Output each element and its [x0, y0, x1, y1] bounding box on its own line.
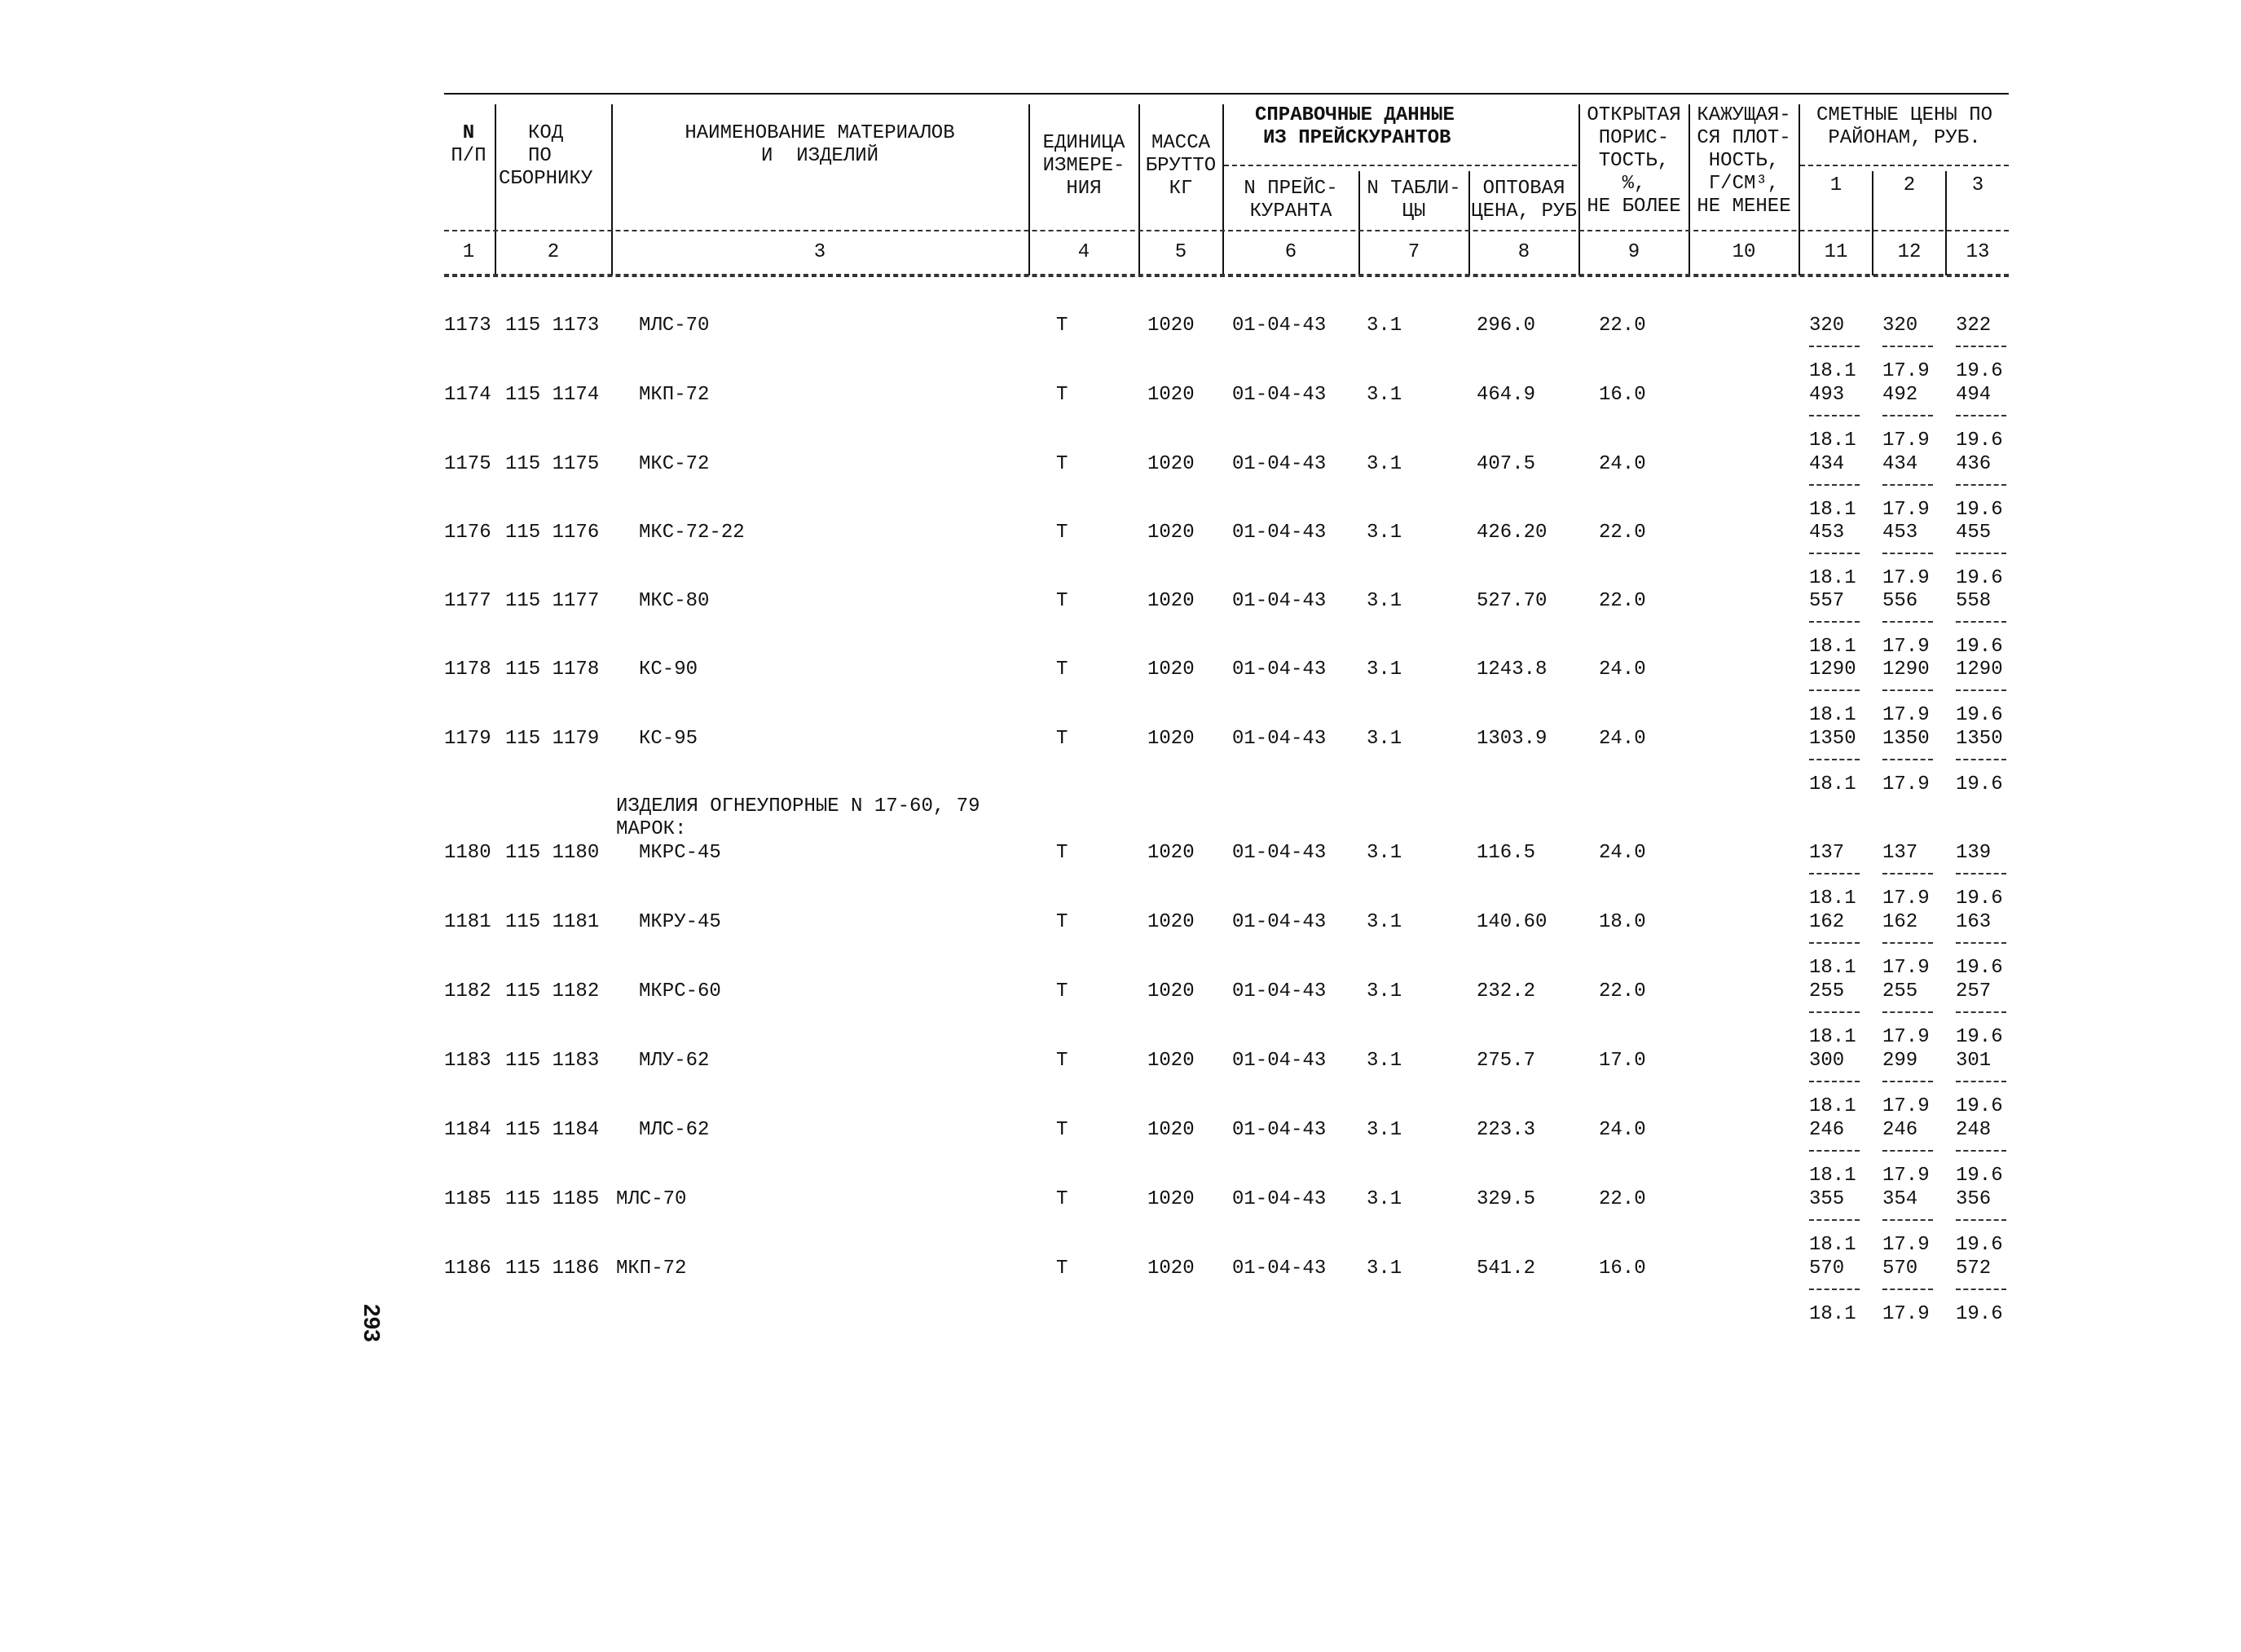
cell-table: 3.1 [1367, 728, 1402, 750]
cell-k3: 19.6 [1956, 567, 2003, 589]
cell-k1: 18.1 [1809, 360, 1856, 382]
cell-mass: 1020 [1147, 728, 1195, 750]
cell-p3: 163 [1956, 911, 1992, 933]
fraction-bar [1956, 942, 2006, 944]
cell-p2: 354 [1882, 1188, 1918, 1210]
cell-name: МЛУ-62 [639, 1050, 710, 1072]
header-col6-line2: КУРАНТА [1249, 200, 1332, 222]
cell-pricelist: 01-04-43 [1232, 728, 1327, 750]
cell-n: 1177 [444, 590, 491, 612]
header-col1-line2: П/П [451, 145, 487, 167]
cell-p1: 246 [1809, 1119, 1845, 1141]
cell-name: МЛС-62 [639, 1119, 710, 1141]
cell-pricelist: 01-04-43 [1232, 1119, 1327, 1141]
cell-k1: 18.1 [1809, 1303, 1856, 1325]
cell-p3: 1290 [1956, 659, 2003, 681]
cell-code: 115 1180 [505, 842, 600, 864]
cell-mass: 1020 [1147, 1119, 1195, 1141]
fraction-bar [1809, 873, 1860, 874]
cell-unit: Т [1056, 1119, 1068, 1141]
header-col6-line1: N ПРЕЙС- [1244, 178, 1338, 200]
cell-wholesale: 407.5 [1477, 453, 1536, 475]
cell-mass: 1020 [1147, 453, 1195, 475]
cell-k2: 17.9 [1882, 636, 1930, 658]
cell-pricelist: 01-04-43 [1232, 980, 1327, 1002]
cell-mass: 1020 [1147, 384, 1195, 406]
cell-k3: 19.6 [1956, 704, 2003, 726]
section-title-line2: МАРОК: [616, 818, 687, 840]
header-district-2: 2 [1903, 174, 1916, 196]
cell-code: 115 1174 [505, 384, 600, 406]
cell-name: МКС-80 [639, 590, 710, 612]
cell-name: МКРУ-45 [639, 911, 721, 933]
cell-p2: 434 [1882, 453, 1918, 475]
cell-k2: 17.9 [1882, 360, 1930, 382]
cell-name: МКС-72-22 [639, 522, 745, 544]
cell-wholesale: 1303.9 [1477, 728, 1548, 750]
cell-k3: 19.6 [1956, 430, 2003, 452]
header-col10-line1: КАЖУЩАЯ- [1697, 104, 1791, 126]
cell-porosity: 18.0 [1599, 911, 1646, 933]
cell-p2: 1350 [1882, 728, 1930, 750]
cell-k3: 19.6 [1956, 360, 2003, 382]
header-col2-line1: КОД [528, 122, 564, 144]
cell-k3: 19.6 [1956, 957, 2003, 979]
cell-p2: 299 [1882, 1050, 1918, 1072]
cell-table: 3.1 [1367, 1188, 1402, 1210]
cell-name: МКС-72 [639, 453, 710, 475]
cell-mass: 1020 [1147, 659, 1195, 681]
cell-porosity: 22.0 [1599, 1188, 1646, 1210]
fraction-bar [1882, 759, 1933, 760]
table-top-rule [444, 93, 2009, 95]
cell-name: МКП-72 [639, 384, 710, 406]
fraction-bar [1882, 415, 1933, 416]
cell-p2: 255 [1882, 980, 1918, 1002]
cell-p3: 322 [1956, 315, 1992, 337]
fraction-bar [1809, 621, 1860, 623]
cell-mass: 1020 [1147, 522, 1195, 544]
cell-unit: Т [1056, 315, 1068, 337]
cell-p1: 1350 [1809, 728, 1856, 750]
cell-porosity: 24.0 [1599, 1119, 1646, 1141]
fraction-bar [1809, 1011, 1860, 1013]
cell-table: 3.1 [1367, 1258, 1402, 1280]
cell-n: 1173 [444, 315, 491, 337]
cell-unit: Т [1056, 728, 1068, 750]
cell-code: 115 1173 [505, 315, 600, 337]
cell-p3: 455 [1956, 522, 1992, 544]
cell-code: 115 1177 [505, 590, 600, 612]
fraction-bar [1956, 553, 2006, 554]
cell-code: 115 1182 [505, 980, 600, 1002]
cell-porosity: 22.0 [1599, 980, 1646, 1002]
fraction-bar [1956, 484, 2006, 486]
fraction-bar [1882, 1289, 1933, 1290]
cell-porosity: 24.0 [1599, 842, 1646, 864]
cell-k3: 19.6 [1956, 1095, 2003, 1117]
cell-n: 1185 [444, 1188, 491, 1210]
cell-unit: Т [1056, 842, 1068, 864]
cell-k2: 17.9 [1882, 1234, 1930, 1256]
cell-code: 115 1176 [505, 522, 600, 544]
cell-p3: 436 [1956, 453, 1992, 475]
header-end-rule [444, 274, 2009, 275]
header-col9-line5: НЕ БОЛЕЕ [1587, 196, 1681, 218]
cell-name: МКРС-45 [639, 842, 721, 864]
cell-code: 115 1186 [505, 1258, 600, 1280]
cell-code: 115 1181 [505, 911, 600, 933]
cell-n: 1186 [444, 1258, 491, 1280]
cell-unit: Т [1056, 980, 1068, 1002]
cell-unit: Т [1056, 911, 1068, 933]
cell-mass: 1020 [1147, 315, 1195, 337]
cell-p2: 162 [1882, 911, 1918, 933]
cell-p3: 1350 [1956, 728, 2003, 750]
cell-n: 1179 [444, 728, 491, 750]
cell-table: 3.1 [1367, 453, 1402, 475]
cell-p1: 320 [1809, 315, 1845, 337]
cell-pricelist: 01-04-43 [1232, 315, 1327, 337]
fraction-bar [1956, 1011, 2006, 1013]
cell-p1: 570 [1809, 1258, 1845, 1280]
fraction-bar [1882, 484, 1933, 486]
cell-n: 1180 [444, 842, 491, 864]
fraction-bar [1809, 1150, 1860, 1152]
fraction-bar [1882, 553, 1933, 554]
cell-table: 3.1 [1367, 1050, 1402, 1072]
cell-k3: 19.6 [1956, 636, 2003, 658]
column-numbers-rule [444, 275, 2009, 277]
cell-table: 3.1 [1367, 1119, 1402, 1141]
cell-code: 115 1184 [505, 1119, 600, 1141]
fraction-bar [1956, 1289, 2006, 1290]
cell-k1: 18.1 [1809, 1234, 1856, 1256]
header-ref-group-line2: ИЗ ПРЕЙСКУРАНТОВ [1263, 127, 1451, 149]
fraction-bar [1956, 621, 2006, 623]
cell-porosity: 24.0 [1599, 453, 1646, 475]
cell-p3: 494 [1956, 384, 1992, 406]
cell-k1: 18.1 [1809, 773, 1856, 795]
cell-p2: 570 [1882, 1258, 1918, 1280]
header-col3-line2: И ИЗДЕЛИЙ [760, 145, 879, 167]
cell-n: 1175 [444, 453, 491, 475]
fraction-bar [1809, 415, 1860, 416]
cell-p2: 246 [1882, 1119, 1918, 1141]
cell-p1: 557 [1809, 590, 1845, 612]
header-district-1: 1 [1829, 174, 1843, 196]
fraction-bar [1882, 689, 1933, 691]
fraction-bar [1809, 689, 1860, 691]
cell-k2: 17.9 [1882, 957, 1930, 979]
cell-p2: 1290 [1882, 659, 1930, 681]
cell-k2: 17.9 [1882, 773, 1930, 795]
cell-porosity: 22.0 [1599, 590, 1646, 612]
cell-pricelist: 01-04-43 [1232, 1050, 1327, 1072]
cell-unit: Т [1056, 522, 1068, 544]
cell-k1: 18.1 [1809, 499, 1856, 521]
cell-porosity: 16.0 [1599, 384, 1646, 406]
cell-wholesale: 296.0 [1477, 315, 1536, 337]
fraction-bar [1882, 1011, 1933, 1013]
fraction-bar [1882, 1150, 1933, 1152]
cell-pricelist: 01-04-43 [1232, 453, 1327, 475]
fraction-bar [1956, 346, 2006, 347]
page-number: 293 [359, 1304, 385, 1342]
fraction-bar [1809, 942, 1860, 944]
cell-name: КС-90 [639, 659, 698, 681]
cell-wholesale: 140.60 [1477, 911, 1548, 933]
header-col7-line1: N ТАБЛИ- [1367, 178, 1461, 200]
prices-group-underline [1800, 165, 2009, 166]
cell-k3: 19.6 [1956, 773, 2003, 795]
cell-name: МКП-72 [616, 1258, 687, 1280]
cell-porosity: 24.0 [1599, 728, 1646, 750]
cell-porosity: 16.0 [1599, 1258, 1646, 1280]
fraction-bar [1882, 873, 1933, 874]
cell-unit: Т [1056, 590, 1068, 612]
cell-porosity: 24.0 [1599, 659, 1646, 681]
cell-p2: 453 [1882, 522, 1918, 544]
cell-table: 3.1 [1367, 522, 1402, 544]
cell-unit: Т [1056, 659, 1068, 681]
cell-k2: 17.9 [1882, 499, 1930, 521]
cell-name: МЛС-70 [639, 315, 710, 337]
cell-p3: 257 [1956, 980, 1992, 1002]
cell-code: 115 1179 [505, 728, 600, 750]
cell-k2: 17.9 [1882, 1303, 1930, 1325]
cell-table: 3.1 [1367, 315, 1402, 337]
cell-k3: 19.6 [1956, 499, 2003, 521]
header-col10-line5: НЕ МЕНЕЕ [1697, 196, 1791, 218]
cell-unit: Т [1056, 1050, 1068, 1072]
cell-name: МКРС-60 [639, 980, 721, 1002]
fraction-bar [1956, 689, 2006, 691]
cell-p3: 356 [1956, 1188, 1992, 1210]
header-col5-line3: КГ [1169, 178, 1193, 200]
header-col1-line1: N [462, 122, 475, 144]
fraction-bar [1956, 873, 2006, 874]
cell-n: 1176 [444, 522, 491, 544]
header-col5-line1: МАССА [1151, 132, 1210, 154]
cell-k1: 18.1 [1809, 957, 1856, 979]
cell-p1: 493 [1809, 384, 1845, 406]
header-bottom-rule [444, 230, 2009, 231]
cell-porosity: 17.0 [1599, 1050, 1646, 1072]
cell-unit: Т [1056, 384, 1068, 406]
fraction-bar [1809, 1081, 1860, 1082]
cell-n: 1174 [444, 384, 491, 406]
cell-k1: 18.1 [1809, 888, 1856, 910]
cell-pricelist: 01-04-43 [1232, 1258, 1327, 1280]
cell-mass: 1020 [1147, 911, 1195, 933]
cell-p2: 492 [1882, 384, 1918, 406]
cell-p1: 300 [1809, 1050, 1845, 1072]
cell-porosity: 22.0 [1599, 315, 1646, 337]
cell-mass: 1020 [1147, 1050, 1195, 1072]
header-ref-group-line1: СПРАВОЧНЫЕ ДАННЫЕ [1255, 104, 1455, 126]
fraction-bar [1956, 1150, 2006, 1152]
cell-p2: 320 [1882, 315, 1918, 337]
header-col9-line1: ОТКРЫТАЯ [1587, 104, 1681, 126]
cell-n: 1181 [444, 911, 491, 933]
cell-mass: 1020 [1147, 590, 1195, 612]
fraction-bar [1882, 1081, 1933, 1082]
cell-pricelist: 01-04-43 [1232, 659, 1327, 681]
cell-wholesale: 116.5 [1477, 842, 1536, 864]
cell-k1: 18.1 [1809, 1095, 1856, 1117]
cell-table: 3.1 [1367, 911, 1402, 933]
cell-wholesale: 275.7 [1477, 1050, 1536, 1072]
cell-mass: 1020 [1147, 842, 1195, 864]
cell-n: 1183 [444, 1050, 491, 1072]
header-prices-group-line1: СМЕТНЫЕ ЦЕНЫ ПО [1816, 104, 1993, 126]
cell-wholesale: 223.3 [1477, 1119, 1536, 1141]
cell-code: 115 1183 [505, 1050, 600, 1072]
cell-n: 1182 [444, 980, 491, 1002]
header-col10-line3: НОСТЬ, [1708, 150, 1780, 172]
cell-wholesale: 541.2 [1477, 1258, 1536, 1280]
cell-code: 115 1178 [505, 659, 600, 681]
cell-wholesale: 527.70 [1477, 590, 1548, 612]
cell-code: 115 1175 [505, 453, 600, 475]
cell-k1: 18.1 [1809, 430, 1856, 452]
cell-wholesale: 329.5 [1477, 1188, 1536, 1210]
fraction-bar [1809, 553, 1860, 554]
cell-pricelist: 01-04-43 [1232, 911, 1327, 933]
cell-wholesale: 232.2 [1477, 980, 1536, 1002]
fraction-bar [1956, 415, 2006, 416]
cell-k2: 17.9 [1882, 888, 1930, 910]
cell-mass: 1020 [1147, 980, 1195, 1002]
fraction-bar [1882, 1219, 1933, 1221]
cell-mass: 1020 [1147, 1188, 1195, 1210]
cell-p2: 137 [1882, 842, 1918, 864]
cell-n: 1184 [444, 1119, 491, 1141]
cell-wholesale: 464.9 [1477, 384, 1536, 406]
cell-k2: 17.9 [1882, 1165, 1930, 1187]
cell-p1: 355 [1809, 1188, 1845, 1210]
fraction-bar [1882, 942, 1933, 944]
fraction-bar [1809, 1289, 1860, 1290]
cell-pricelist: 01-04-43 [1232, 522, 1327, 544]
cell-table: 3.1 [1367, 590, 1402, 612]
cell-k1: 18.1 [1809, 704, 1856, 726]
cell-pricelist: 01-04-43 [1232, 842, 1327, 864]
cell-wholesale: 1243.8 [1477, 659, 1548, 681]
cell-k3: 19.6 [1956, 1026, 2003, 1048]
header-col5-line2: БРУТТО [1145, 155, 1217, 177]
cell-p3: 301 [1956, 1050, 1992, 1072]
header-col9-line3: ТОСТЬ, [1598, 150, 1670, 172]
cell-table: 3.1 [1367, 980, 1402, 1002]
cell-k2: 17.9 [1882, 567, 1930, 589]
cell-k2: 17.9 [1882, 1026, 1930, 1048]
cell-k3: 19.6 [1956, 1303, 2003, 1325]
section-title-line1: ИЗДЕЛИЯ ОГНЕУПОРНЫЕ N 17-60, 79 [616, 795, 980, 817]
header-col4-line1: ЕДИНИЦА [1042, 132, 1125, 154]
cell-wholesale: 426.20 [1477, 522, 1548, 544]
cell-p1: 1290 [1809, 659, 1856, 681]
cell-k1: 18.1 [1809, 567, 1856, 589]
cell-table: 3.1 [1367, 842, 1402, 864]
fraction-bar [1882, 346, 1933, 347]
cell-p3: 558 [1956, 590, 1992, 612]
cell-n: 1178 [444, 659, 491, 681]
header-col8-line1: ОПТОВАЯ [1482, 178, 1565, 200]
cell-name: КС-95 [639, 728, 698, 750]
cell-k3: 19.6 [1956, 1165, 2003, 1187]
cell-k1: 18.1 [1809, 636, 1856, 658]
cell-k3: 19.6 [1956, 888, 2003, 910]
header-col4-line2: ИЗМЕРЕ- [1042, 155, 1125, 177]
cell-k2: 17.9 [1882, 704, 1930, 726]
fraction-bar [1956, 1081, 2006, 1082]
header-col9-line2: ПОРИС- [1598, 127, 1670, 149]
fraction-bar [1809, 1219, 1860, 1221]
cell-table: 3.1 [1367, 659, 1402, 681]
cell-mass: 1020 [1147, 1258, 1195, 1280]
header-col4-line3: НИЯ [1066, 178, 1102, 200]
cell-p1: 255 [1809, 980, 1845, 1002]
cell-pricelist: 01-04-43 [1232, 590, 1327, 612]
cell-p1: 137 [1809, 842, 1845, 864]
cell-p3: 139 [1956, 842, 1992, 864]
cell-pricelist: 01-04-43 [1232, 1188, 1327, 1210]
header-district-3: 3 [1971, 174, 1984, 196]
header-col7-line2: ЦЫ [1402, 200, 1426, 222]
cell-p2: 556 [1882, 590, 1918, 612]
cell-table: 3.1 [1367, 384, 1402, 406]
cell-p1: 162 [1809, 911, 1845, 933]
header-prices-group-line2: РАЙОНАМ, РУБ. [1828, 127, 1981, 149]
fraction-bar [1809, 484, 1860, 486]
cell-unit: Т [1056, 1188, 1068, 1210]
header-col3-line1: НАИМЕНОВАНИЕ МАТЕРИАЛОВ [685, 122, 955, 144]
cell-unit: Т [1056, 1258, 1068, 1280]
header-col9-line4: %, [1622, 173, 1646, 195]
cell-k2: 17.9 [1882, 1095, 1930, 1117]
header-col2-line3: СБОРНИКУ [499, 168, 593, 190]
cell-p3: 572 [1956, 1258, 1992, 1280]
cell-pricelist: 01-04-43 [1232, 384, 1327, 406]
header-col2-line2: ПО [528, 145, 552, 167]
fraction-bar [1809, 346, 1860, 347]
fraction-bar [1956, 1219, 2006, 1221]
header-col10-line2: СЯ ПЛОТ- [1697, 127, 1791, 149]
cell-code: 115 1185 [505, 1188, 600, 1210]
header-col8-line2: ЦЕНА, РУБ [1471, 200, 1577, 222]
cell-k1: 18.1 [1809, 1026, 1856, 1048]
fraction-bar [1882, 621, 1933, 623]
cell-unit: Т [1056, 453, 1068, 475]
cell-k1: 18.1 [1809, 1165, 1856, 1187]
cell-name: МЛС-70 [616, 1188, 687, 1210]
ref-group-underline [1224, 165, 1577, 166]
fraction-bar [1809, 759, 1860, 760]
cell-p1: 434 [1809, 453, 1845, 475]
cell-p3: 248 [1956, 1119, 1992, 1141]
header-col10-line4: Г/СМ³, [1708, 173, 1780, 195]
fraction-bar [1956, 759, 2006, 760]
cell-k3: 19.6 [1956, 1234, 2003, 1256]
cell-k2: 17.9 [1882, 430, 1930, 452]
cell-p1: 453 [1809, 522, 1845, 544]
cell-porosity: 22.0 [1599, 522, 1646, 544]
